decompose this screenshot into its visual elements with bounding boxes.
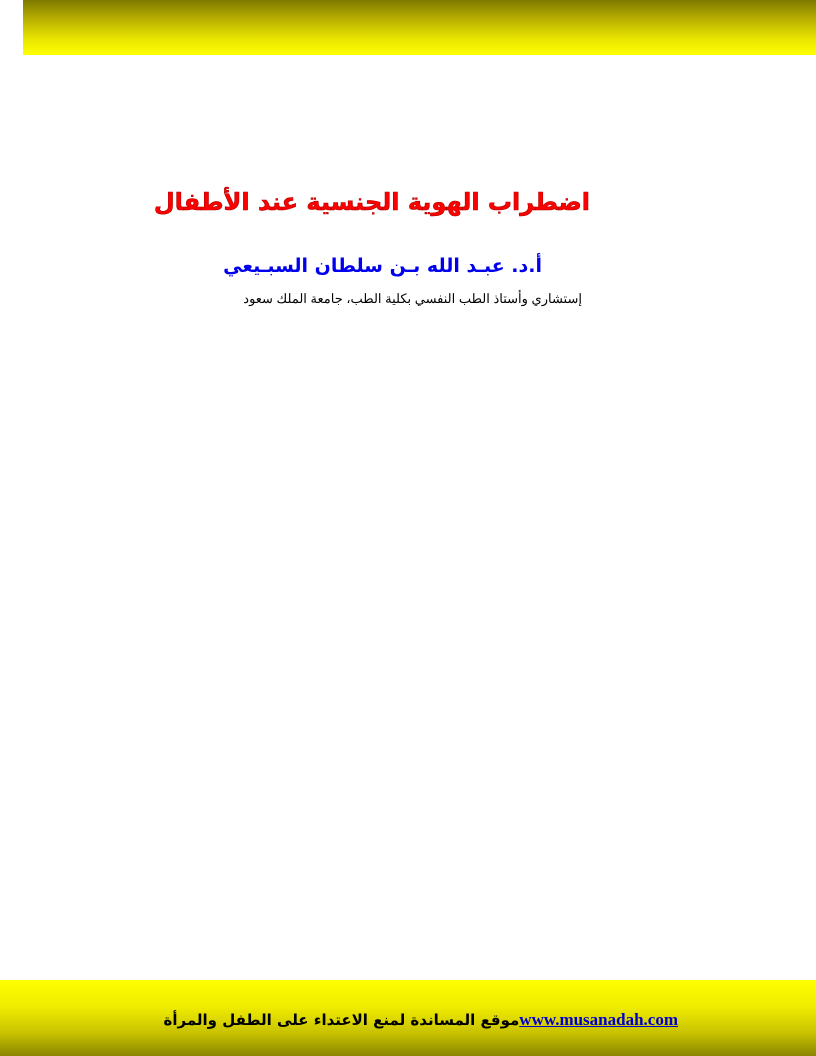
document-title: اضطراب الهوية الجنسية عند الأطفال xyxy=(153,188,590,216)
author-name: أ.د. عبـد الله بـن سلطان السبـيعي xyxy=(223,255,542,277)
website-link[interactable]: www.musanadah.com xyxy=(519,1010,678,1029)
footer-site-text: موقع المساندة لمنع الاعتداء على الطفل والمرأة xyxy=(163,1011,520,1029)
author-affiliation: إستشاري وأستاذ الطب النفسي بكلية الطب، جامعة الملك سعود xyxy=(243,291,582,306)
footer-line xyxy=(120,1010,678,1030)
header-band xyxy=(23,0,816,55)
